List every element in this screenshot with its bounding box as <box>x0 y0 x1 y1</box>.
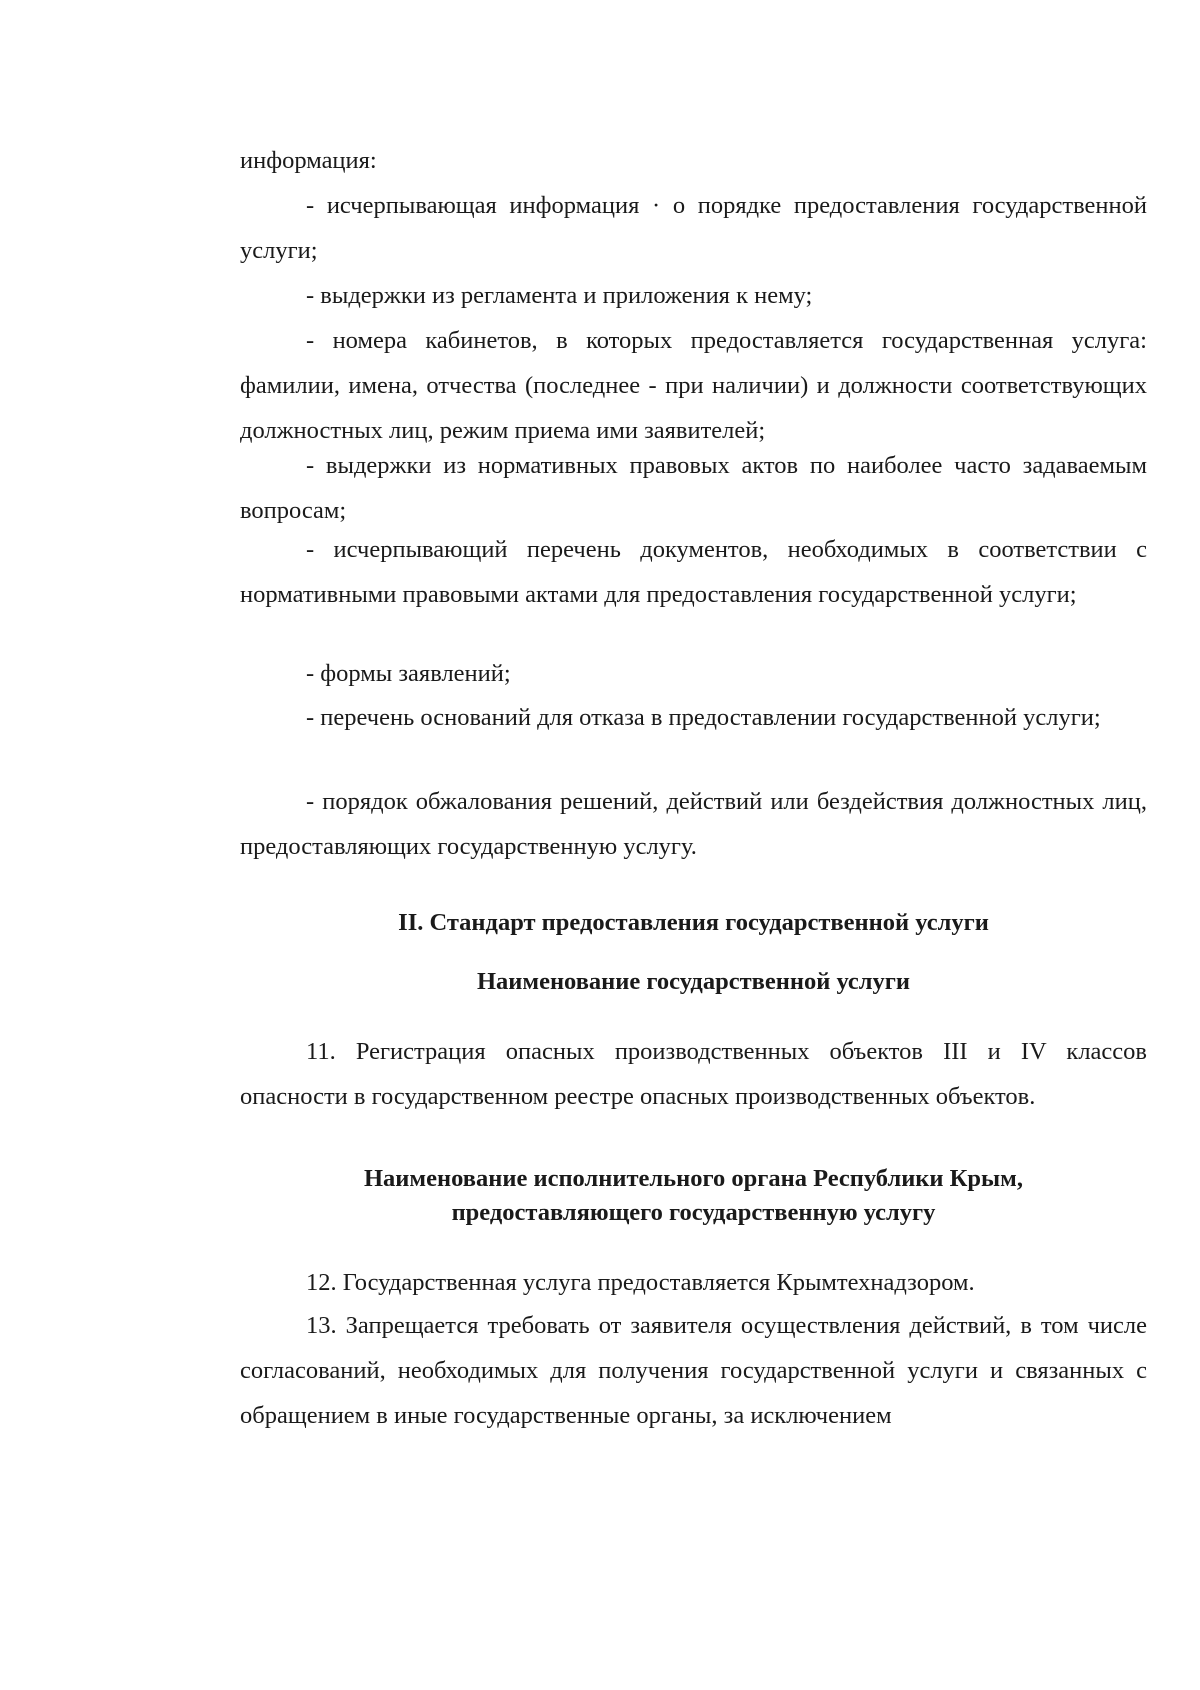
lead-word: информация: <box>240 147 377 174</box>
list-item: - номера кабинетов, в которых предоставляется государственная услуга: фамилии, имена, отчества (последнее - при наличии) и должности соответствующих должностных лиц, режим приема ими заявителей; <box>240 327 1147 444</box>
list-item: - выдержки из нормативных правовых актов по наиболее часто задаваемым вопросам; <box>240 452 1147 524</box>
list-item: - выдержки из регламента и приложения к нему; <box>306 282 813 309</box>
paragraph-12: 12. Государственная услуга предоставляется Крымтехнадзором. <box>306 1269 975 1296</box>
list-item: - перечень оснований для отказа в предоставлении государственной услуги; <box>306 704 1101 731</box>
list-item: - исчерпывающая информация · о порядке предоставления государственной услуги; <box>240 192 1147 264</box>
paragraph-13: 13. Запрещается требовать от заявителя осуществления действий, в том числе согласований, необходимых для получения государственной услуги и связанных с обращением в иные государственные органы, за исключением <box>240 1312 1147 1429</box>
list-item: - формы заявлений; <box>306 660 511 687</box>
subsection-title-line-2: предоставляющего государственную услугу <box>451 1199 936 1226</box>
paragraph-11: 11. Регистрация опасных производственных объектов III и IV классов опасности в государственном реестре опасных производственных объектов. <box>240 1038 1147 1110</box>
section-title: II. Стандарт предоставления государственной услуги <box>398 909 989 936</box>
subsection-title: Наименование государственной услуги <box>476 968 911 995</box>
list-item: - порядок обжалования решений, действий или бездействия должностных лиц, предоставляющих государственную услугу. <box>240 788 1147 860</box>
subsection-title-line-1: Наименование исполнительного органа Республики Крым, <box>364 1165 1023 1192</box>
list-item: - исчерпывающий перечень документов, необходимых в соответствии с нормативными правовыми актами для предоставления государственной услуги; <box>240 536 1147 608</box>
